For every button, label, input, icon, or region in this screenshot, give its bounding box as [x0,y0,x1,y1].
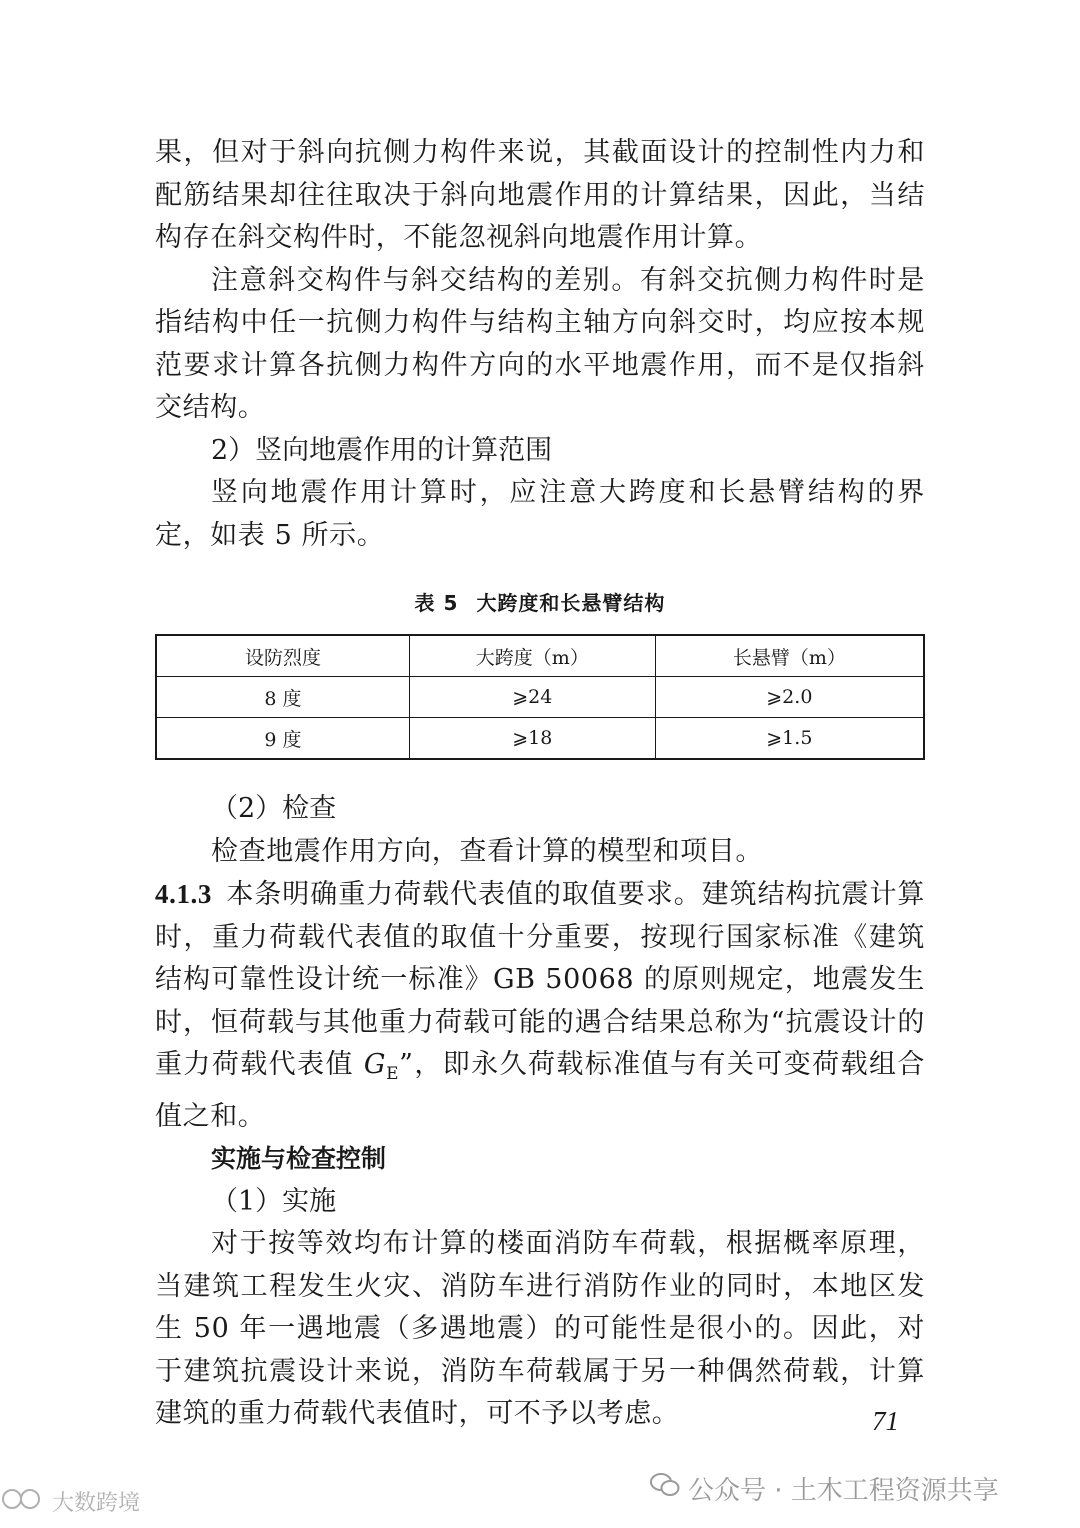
table-cell: ⩾2.0 [655,677,924,718]
table-header-cell: 大跨度（m） [409,635,655,677]
wechat-icon [650,1472,680,1505]
table-caption [155,587,925,616]
table-long-span-cantilever [155,634,925,760]
watermark-text: 公众号 · 土木工程资源共享 [688,1476,999,1506]
heading-implementation-control: 实施与检查控制 [211,1144,387,1173]
heading-implementation: （1）实施 [211,1185,337,1217]
watermark-brand [0,1486,140,1517]
heading-check: （2）检查 [211,793,337,824]
page-body [155,132,925,1436]
clause-text-b: ”，即永久荷载标准值与有关可变荷载组合值之和。 [155,1049,926,1132]
clause-number: 4.1.3 [155,879,212,909]
brand-logo-icon [0,1487,44,1517]
table-caption-number: 表 5 [414,591,459,615]
watermark-brand-text: 大数跨境 [52,1491,141,1516]
paragraph-check: 检查地震作用方向，查看计算的模型和项目。 [211,835,763,867]
paragraph-oblique-members: 果，但对于斜向抗侧力构件来说，其截面设计的控制性内力和配筋结果却往往取决于斜向地震作用的计算结果，因此，当结构存在斜交构件时，不能忽视斜向地震作用计算。 [155,137,925,253]
table-header-cell: 设防烈度 [156,635,409,677]
symbol-g: G [363,1049,387,1080]
paragraph-clause-413 [155,873,925,1138]
page-number: 71 [872,1406,899,1436]
table-cell: ⩾18 [409,718,655,760]
watermark-wechat [650,1470,999,1507]
table-row [156,718,924,760]
table-cell: 9 度 [156,718,409,760]
clause-text-a: 本条明确重力荷载代表值的取值要求。建筑结构抗震计算时，重力荷载代表值的取值十分重要，按现行国家标准《建筑结构可靠性设计统一标准》GB 50068 的原则规定，地震发生时，恒荷载与其他重力荷载可能的遇合结果总称为“抗震设计的重力荷载代表值 [155,879,925,1080]
table-cell: ⩾24 [409,677,655,718]
table-cell: ⩾1.5 [655,718,924,760]
table-header-cell: 长悬臂（m） [655,635,924,677]
table-header-row [156,635,924,677]
paragraph-vertical-calc: 竖向地震作用计算时，应注意大跨度和长悬臂结构的界定，如表 5 所示。 [155,477,925,551]
paragraph-oblique-difference: 注意斜交构件与斜交结构的差别。有斜交抗侧力构件时是指结构中任一抗侧力构件与结构主轴方向斜交时，均应按本规范要求计算各抗侧力构件方向的水平地震作用，而不是仅指斜交结构。 [155,264,925,423]
paragraph-fire-truck-load: 对于按等效均布计算的楼面消防车荷载，根据概率原理，当建筑工程发生火灾、消防车进行消防作业的同时，本地区发生 50 年一遇地震（多遇地震）的可能性是很小的。因此，对于建筑抗震设计来说，消防车荷载属于另一种偶然荷载，计算建筑的重力荷载代表值时，可不予以考虑。 [155,1228,925,1429]
table-cell: 8 度 [156,677,409,718]
symbol-subscript: E [386,1064,400,1084]
table-caption-title: 大跨度和长悬臂结构 [476,591,666,615]
heading-vertical-scope: 2）竖向地震作用的计算范围 [211,434,553,466]
table-row [156,677,924,718]
